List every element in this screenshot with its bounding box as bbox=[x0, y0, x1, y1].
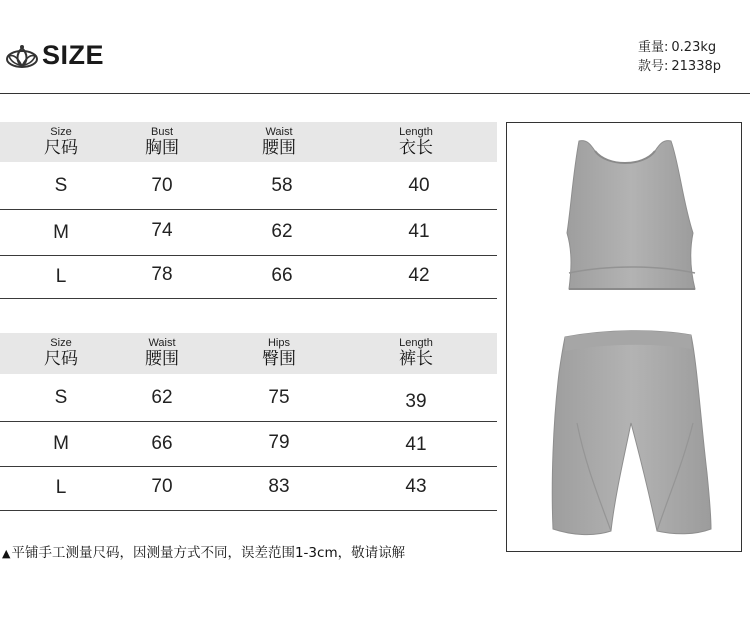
header-cell bbox=[21, 337, 101, 369]
header-zh: 衣长 bbox=[399, 138, 433, 158]
table-cell: 75 bbox=[268, 387, 290, 408]
table-cell: S bbox=[54, 387, 68, 408]
table-cell: L bbox=[55, 477, 67, 498]
table-cell: 62 bbox=[271, 221, 293, 242]
header-en: Size bbox=[50, 126, 72, 138]
table-row bbox=[0, 162, 497, 210]
header-cell bbox=[21, 126, 101, 158]
header-zh: 裤长 bbox=[399, 349, 433, 369]
table-row bbox=[0, 374, 497, 422]
bottom-size-table bbox=[0, 333, 497, 511]
table-cell: 70 bbox=[151, 175, 173, 196]
table-cell: 66 bbox=[151, 433, 173, 454]
style-label: 款号: bbox=[638, 59, 669, 74]
header-cell bbox=[376, 126, 456, 158]
table-cell: 40 bbox=[408, 175, 430, 196]
header-en: Hips bbox=[267, 337, 290, 349]
table-cell: 62 bbox=[151, 387, 173, 408]
gray-set-illustration bbox=[507, 123, 741, 551]
header-cell bbox=[122, 337, 202, 369]
table-cell: 78 bbox=[151, 264, 173, 285]
style-value: 21338p bbox=[671, 59, 721, 74]
triangle-up-icon: ▲ bbox=[2, 547, 11, 560]
product-meta bbox=[638, 38, 721, 76]
table-header bbox=[0, 333, 497, 374]
page-title: SIZE bbox=[42, 40, 105, 70]
header-divider bbox=[0, 93, 750, 94]
header-zh: 臀围 bbox=[262, 349, 296, 369]
header-en: Length bbox=[399, 337, 433, 349]
weight-line bbox=[638, 38, 721, 57]
lotus-logo-icon bbox=[6, 44, 38, 70]
header-zh: 尺码 bbox=[44, 349, 78, 369]
header-cell bbox=[122, 126, 202, 158]
table-cell: 41 bbox=[405, 434, 427, 455]
table-cell: 43 bbox=[405, 476, 427, 497]
table-header bbox=[0, 122, 497, 162]
product-photo bbox=[506, 122, 742, 552]
table-row bbox=[0, 467, 497, 511]
style-line bbox=[638, 57, 721, 76]
header-en: Waist bbox=[148, 337, 176, 349]
table-row bbox=[0, 210, 497, 256]
measurement-note bbox=[2, 541, 405, 561]
header-cell bbox=[239, 126, 319, 158]
crop-top bbox=[567, 141, 695, 289]
table-cell: 39 bbox=[405, 391, 427, 412]
table-cell: S bbox=[54, 175, 68, 196]
table-row bbox=[0, 256, 497, 299]
header-zh: 腰围 bbox=[145, 349, 179, 369]
note-text: 平铺手工测量尺码，因测量方式不同，误差范围1-3cm，敬请谅解 bbox=[11, 545, 406, 561]
header-cell bbox=[376, 337, 456, 369]
table-cell: 41 bbox=[408, 221, 430, 242]
top-size-table bbox=[0, 122, 497, 299]
table-cell: 42 bbox=[408, 265, 430, 286]
table-cell: 66 bbox=[271, 265, 293, 286]
weight-value: 0.23kg bbox=[671, 40, 717, 55]
table-cell: 58 bbox=[271, 175, 293, 196]
table-row bbox=[0, 422, 497, 467]
header-zh: 尺码 bbox=[44, 138, 78, 158]
header-en: Waist bbox=[265, 126, 293, 138]
table-cell: 79 bbox=[268, 432, 290, 453]
header-en: Length bbox=[399, 126, 433, 138]
header-en: Size bbox=[50, 337, 72, 349]
table-cell: L bbox=[55, 266, 67, 287]
header-cell bbox=[239, 337, 319, 369]
table-cell: M bbox=[53, 222, 69, 243]
table-cell: M bbox=[53, 433, 69, 454]
header-zh: 腰围 bbox=[262, 138, 296, 158]
table-cell: 74 bbox=[151, 220, 173, 241]
header-en: Bust bbox=[150, 126, 173, 138]
table-cell: 70 bbox=[151, 476, 173, 497]
table-cell: 83 bbox=[268, 476, 290, 497]
weight-label: 重量: bbox=[638, 40, 669, 55]
bike-shorts bbox=[552, 331, 711, 535]
header-zh: 胸围 bbox=[145, 138, 179, 158]
